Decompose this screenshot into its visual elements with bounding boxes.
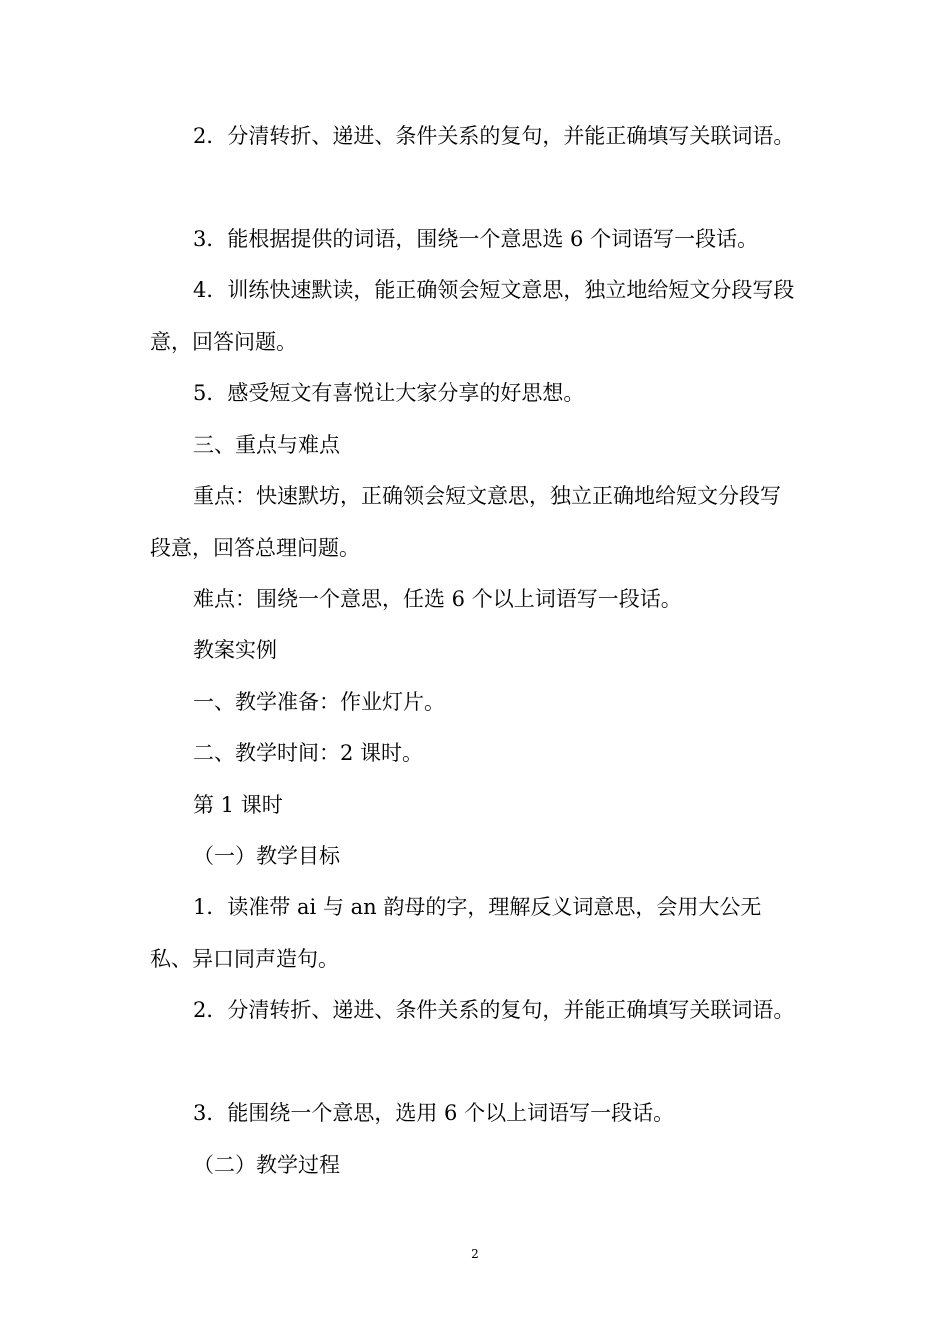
section-heading: 教案实例	[193, 638, 277, 662]
paragraph: 一、教学准备：作业灯片。	[193, 690, 445, 714]
paragraph: 3．能根据提供的词语，围绕一个意思选 6 个词语写一段话。	[193, 227, 759, 251]
paragraph: 重点：快速默坊，正确领会短文意思，独立正确地给短文分段写段意，回答总理问题。	[150, 484, 781, 560]
section-heading: （一）教学目标	[193, 844, 340, 868]
paragraph: 2．分清转折、递进、条件关系的复句，并能正确填写关联词语。	[193, 998, 795, 1022]
section-heading: 三、重点与难点	[193, 433, 340, 457]
section-heading: 第 1 课时	[193, 793, 283, 817]
paragraph: 5．感受短文有喜悦让大家分享的好思想。	[193, 381, 585, 405]
paragraph: 2．分清转折、递进、条件关系的复句，并能正确填写关联词语。	[193, 124, 795, 148]
paragraph: 二、教学时间：2 课时。	[193, 741, 424, 765]
page-number: 2	[471, 1247, 479, 1261]
section-heading: （二）教学过程	[193, 1153, 340, 1177]
paragraph: 3．能围绕一个意思，选用 6 个以上词语写一段话。	[193, 1101, 675, 1125]
paragraph: 难点：围绕一个意思，任选 6 个以上词语写一段话。	[193, 587, 682, 611]
paragraph: 4．训练快速默读，能正确领会短文意思，独立地给短文分段写段意，回答问题。	[150, 278, 795, 354]
paragraph: 1．读准带 ai 与 an 韵母的字，理解反义词意思，会用大公无私、异口同声造句。	[150, 895, 762, 971]
